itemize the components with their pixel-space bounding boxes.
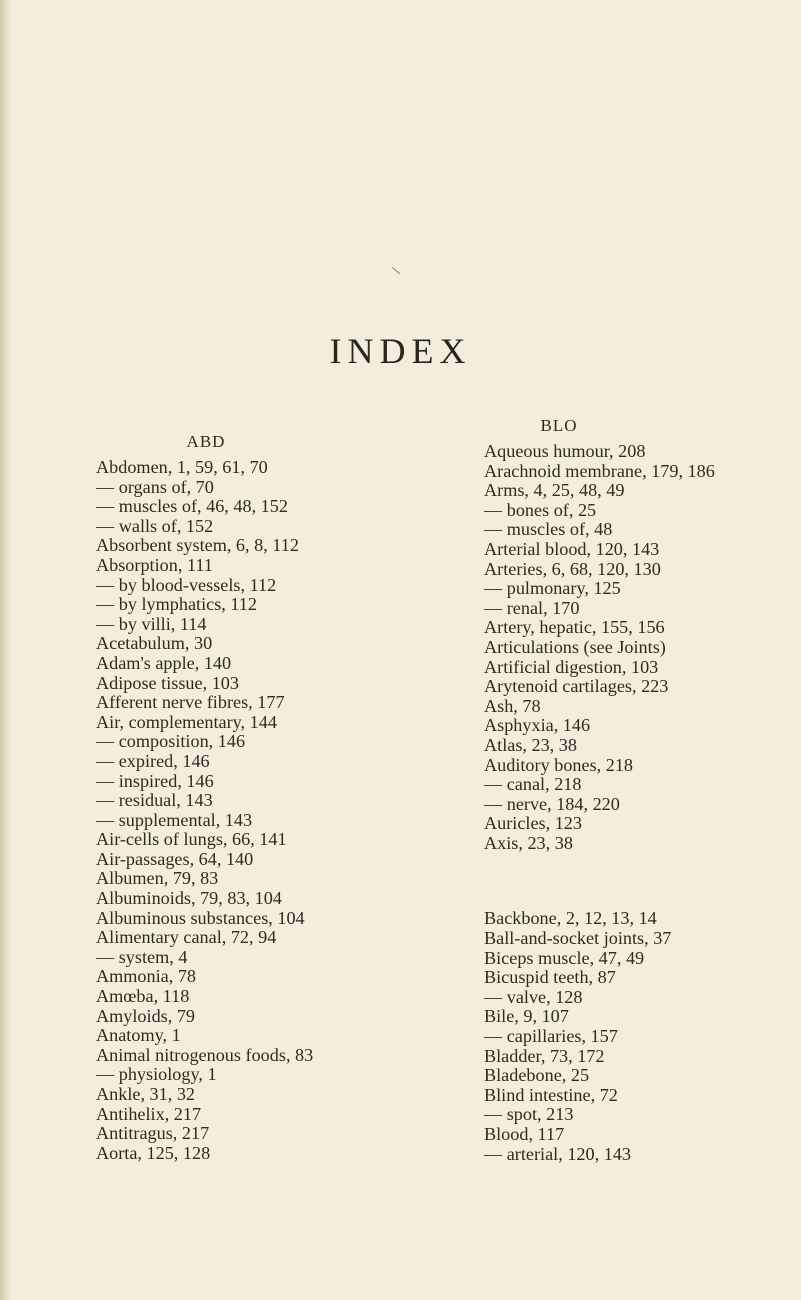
- index-entry: Ash, 78: [484, 695, 541, 716]
- index-entry: Artery, hepatic, 155, 156: [484, 617, 665, 638]
- index-entry: Arteries, 6, 68, 120, 130: [484, 558, 661, 579]
- index-entry: — arterial, 120, 143: [484, 1143, 631, 1164]
- index-entry: Ammonia, 78: [96, 966, 197, 987]
- left-column: [96, 432, 436, 1163]
- index-entry: — capillaries, 157: [484, 1026, 618, 1047]
- index-entry: Arms, 4, 25, 48, 49: [484, 480, 625, 501]
- index-entry: Arterial blood, 120, 143: [484, 538, 660, 559]
- index-entry: — organs of, 70: [96, 476, 214, 497]
- right-entry-list-a: [484, 442, 794, 853]
- index-entry: Animal nitrogenous foods, 83: [96, 1044, 314, 1065]
- index-entry: Bladder, 73, 172: [484, 1045, 605, 1066]
- index-entry: — supplemental, 143: [96, 809, 253, 830]
- index-entry: Albumen, 79, 83: [96, 868, 219, 889]
- index-entry: Anatomy, 1: [96, 1025, 181, 1046]
- index-entry: — canal, 218: [484, 774, 582, 795]
- index-entry: Arachnoid membrane, 179, 186: [484, 460, 715, 481]
- section-gap: [484, 853, 794, 909]
- index-entry: Articulations (see Joints): [484, 636, 666, 657]
- index-entry: Artificial digestion, 103: [484, 656, 659, 677]
- index-entry: — muscles of, 48: [484, 519, 613, 540]
- index-entry: Acetabulum, 30: [96, 633, 213, 654]
- index-entry: Blind intestine, 72: [484, 1084, 618, 1105]
- index-entry: Aqueous humour, 208: [484, 441, 646, 461]
- index-entry: Bicuspid teeth, 87: [484, 967, 616, 988]
- index-entry: Backbone, 2, 12, 13, 14: [484, 908, 657, 929]
- index-entry: Asphyxia, 146: [484, 715, 591, 736]
- index-entry: — renal, 170: [484, 597, 580, 618]
- index-entry: Bladebone, 25: [484, 1065, 590, 1086]
- index-entry: — by villi, 114: [96, 613, 207, 634]
- index-entry: — inspired, 146: [96, 770, 214, 791]
- index-entry: Adam's apple, 140: [96, 652, 232, 673]
- index-entry: Air, complementary, 144: [96, 711, 277, 732]
- index-entry: Air-passages, 64, 140: [96, 848, 254, 869]
- index-entry: — system, 4: [96, 946, 188, 967]
- right-entry-list-b: [484, 909, 794, 1164]
- index-entry: — composition, 146: [96, 731, 246, 752]
- index-entry: — expired, 146: [96, 750, 210, 771]
- index-entry: Albuminoids, 79, 83, 104: [96, 888, 282, 909]
- index-entry: Arytenoid cartilages, 223: [484, 676, 669, 697]
- left-entry-list: [96, 458, 436, 1163]
- index-entry: Afferent nerve fibres, 177: [96, 692, 285, 713]
- index-entry: Amœba, 118: [96, 986, 190, 1007]
- index-entry: Absorbent system, 6, 8, 112: [96, 535, 299, 556]
- index-entry: Alimentary canal, 72, 94: [96, 927, 277, 948]
- index-entry: Abdomen, 1, 59, 61, 70: [96, 457, 268, 477]
- index-entry: — pulmonary, 125: [484, 578, 621, 599]
- index-entry: — bones of, 25: [484, 499, 597, 520]
- index-entry: Ankle, 31, 32: [96, 1084, 196, 1104]
- index-entry: Biceps muscle, 47, 49: [484, 947, 645, 968]
- index-entry: Antitragus, 217: [96, 1123, 210, 1144]
- index-entry: Antihelix, 217: [96, 1103, 202, 1124]
- index-entry: — valve, 128: [484, 986, 583, 1007]
- index-entry: Blood, 117: [484, 1124, 565, 1144]
- left-running-header: ABD: [186, 432, 226, 451]
- index-entry: Bile, 9, 107: [484, 1006, 569, 1027]
- index-title: INDEX: [329, 331, 472, 371]
- index-entry: — muscles of, 46, 48, 152: [96, 496, 288, 517]
- index-entry: Atlas, 23, 38: [484, 734, 577, 755]
- page-binding-edge: [0, 0, 12, 1300]
- index-entry: — walls of, 152: [96, 515, 214, 536]
- index-entry: Adipose tissue, 103: [96, 672, 239, 693]
- index-entry: Aorta, 125, 128: [96, 1142, 211, 1163]
- index-entry: Air-cells of lungs, 66, 141: [96, 829, 287, 850]
- index-entry: Ball-and-socket joints, 37: [484, 928, 672, 949]
- index-entry: — by lymphatics, 112: [96, 594, 257, 615]
- index-entry: Axis, 23, 38: [484, 832, 573, 853]
- right-column: [484, 416, 794, 1164]
- index-entry: — nerve, 184, 220: [484, 793, 620, 814]
- index-entry: Albuminous substances, 104: [96, 907, 305, 928]
- index-entry: Absorption, 111: [96, 554, 213, 575]
- index-entry: — residual, 143: [96, 790, 213, 811]
- index-entry: — spot, 213: [484, 1104, 574, 1125]
- index-entry: — physiology, 1: [96, 1064, 217, 1085]
- page-mark: \: [391, 264, 403, 280]
- index-entry: Auricles, 123: [484, 813, 582, 834]
- index-entry: Amyloids, 79: [96, 1005, 196, 1026]
- right-running-header: BLO: [540, 416, 578, 435]
- index-entry: Auditory bones, 218: [484, 754, 634, 775]
- index-entry: — by blood-vessels, 112: [96, 574, 277, 595]
